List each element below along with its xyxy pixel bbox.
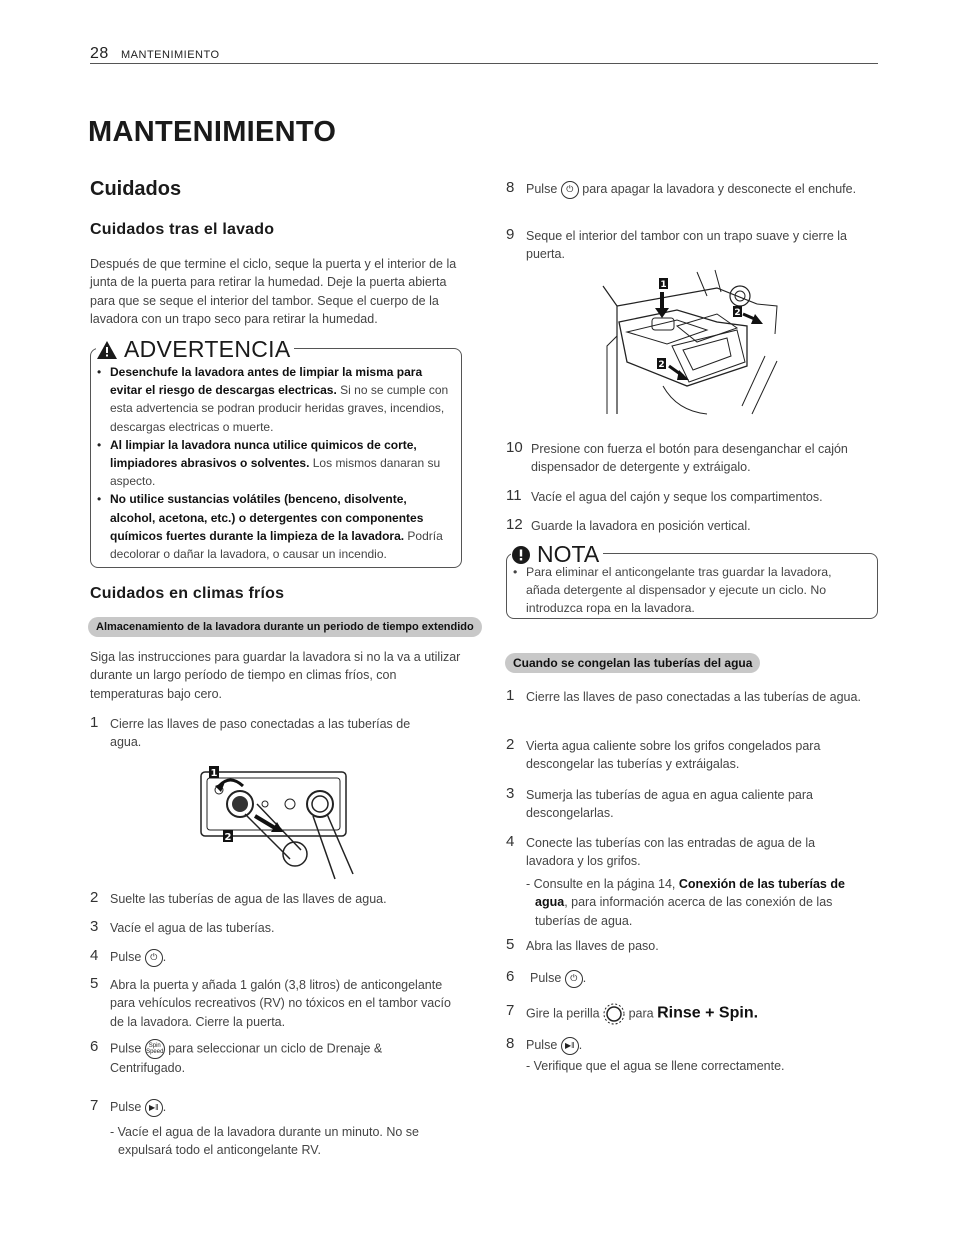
right-step-11: 11 Vacíe el agua del cajón y seque los compartimentos.	[506, 487, 823, 504]
climas-frios-intro: Siga las instrucciones para guardar la lavadora si no la va a utilizar durante un largo período de tiempo en climas fríos, con temperaturas bajo cero.	[90, 650, 461, 701]
warning-title	[96, 336, 294, 363]
figure-label-2: 2	[658, 360, 665, 370]
right-b-step-7: 7 Gire la perilla para Rinse + Spin.	[506, 1003, 878, 1027]
start-pause-icon: ▶‖	[561, 1037, 579, 1055]
page-number: 28	[90, 45, 109, 62]
right-b-step-3: 3 Sumerja las tuberías de agua en agua caliente para descongelarlas.	[506, 785, 813, 821]
figure-label-2: 2	[224, 832, 232, 843]
left-step-2: 2 Suelte las tuberías de agua de las llaves de agua.	[90, 889, 387, 906]
right-step-10: 10 Presione con fuerza el botón para desenganchar el cajón dispensador de detergente y extráigalo.	[506, 439, 848, 475]
subheading-climas-frios: Cuidados en climas fríos	[90, 585, 285, 602]
warning-item: • Al limpiar la lavadora nunca utilice quimicos de corte, limpiadores abrasivos o solventes. Los mismos danaran su aspecto.	[96, 436, 452, 491]
right-b-step-6: 6 Pulse ⏻ .	[506, 969, 878, 991]
storage-pill-heading: Almacenamiento de la lavadora durante un periodo de tiempo extendido	[88, 617, 482, 637]
cycle-knob-icon	[603, 1003, 625, 1025]
page-title: MANTENIMIENTO	[88, 116, 337, 148]
left-step-4: 4 Pulse ⏻ .	[90, 948, 462, 970]
tras-lavado-paragraph: Después de que termine el ciclo, seque la puerta y el interior de la junta de la puerta para retirar la humedad. Deje la puerta abierta para que se seque el interior del tambor. Seque el cuerpo de la lavadora con un trapo seco para retirar la humedad.	[90, 257, 457, 326]
header-rule	[90, 63, 878, 64]
right-step-8: 8 Pulse ⏻ para apagar la lavadora y desconecte el enchufe.	[506, 180, 878, 220]
power-icon: ⏻	[145, 949, 163, 967]
left-step-3: 3 Vacíe el agua de las tuberías.	[90, 918, 275, 935]
section-heading: Cuidados	[90, 178, 182, 200]
right-step-12: 12 Guarde la lavadora en posición vertical.	[506, 516, 751, 533]
detergent-drawer-illustration	[597, 266, 787, 416]
figure-label-1: 1	[210, 768, 218, 779]
warning-title-text: ADVERTENCIA	[124, 336, 291, 362]
right-b-step-5: 5 Abra las llaves de paso.	[506, 936, 659, 953]
exclamation-circle-icon	[511, 545, 531, 565]
power-icon: ⏻	[561, 181, 579, 199]
right-b-step-8-sub: - Verifique que el agua se llene correctamente.	[526, 1059, 785, 1073]
frozen-pipes-pill-heading: Cuando se congelan las tuberías del agua	[505, 653, 760, 673]
left-step-7-sub: - Vacíe el agua de la lavadora durante un minuto. No se expulsará todo el anticongelante RV.	[110, 1125, 419, 1158]
left-step-1: 1 Cierre las llaves de paso conectadas a las tuberías de agua.	[90, 714, 411, 750]
left-step-7: 7 Pulse ▶‖ .	[90, 1098, 462, 1120]
right-b-step-1: 1 Cierre las llaves de paso conectadas a las tuberías de agua.	[506, 687, 861, 704]
water-valve-illustration	[195, 764, 365, 884]
spin-speed-icon: Spin Speed	[145, 1039, 165, 1059]
right-b-step-4-sub: - Consulte en la página 14, Conexión de las tuberías de agua, para información acerca de las conexión de las tuberías de agua.	[526, 877, 845, 928]
right-b-step-8: 8 Pulse ▶‖ .	[506, 1036, 878, 1058]
right-b-step-4: 4 Conecte las tuberías con las entradas de agua de la lavadora y los grifos.	[506, 833, 816, 869]
right-step-9: 9 Seque el interior del tambor con un trapo suave y cierre la puerta.	[506, 226, 848, 262]
left-step-6: 6 Pulse Spin Speed para seleccionar un ciclo de Drenaje & Centrifugado.	[90, 1038, 383, 1075]
power-icon: ⏻	[565, 970, 583, 988]
start-pause-icon: ▶‖	[145, 1099, 163, 1117]
warning-item: • No utilice sustancias volátiles (benceno, disolvente, alcohol, acetona, etc.) o detergentes con componentes químicos fuertes durante la limpieza de la lavadora. Podría decolorar o dañar la lavadora, o causar un incendio.	[96, 490, 452, 563]
subheading-tras-lavado: Cuidados tras el lavado	[90, 221, 275, 238]
warning-triangle-icon	[96, 340, 118, 360]
note-text: • Para eliminar el anticongelante tras guardar la lavadora, añada detergente al dispensador y ejecute un ciclo. No introduzca ropa en la lavadora.	[513, 565, 832, 615]
left-step-5: 5 Abra la puerta y añada 1 galón (3,8 litros) de anticongelante para vehículos recreativos (RV) no tóxicos en el tambor vacío de la lavadora. Cierre la puerta.	[90, 975, 451, 1029]
right-b-step-2: 2 Vierta agua caliente sobre los grifos congelados para descongelar las tuberías y extráigalas.	[506, 736, 821, 772]
warning-item: • Desenchufe la lavadora antes de limpiar la misma para evitar el riesgo de descargas electricas. Si no se cumple con esta advertencia se podran producir heridas graves, incendios, descargas electricas o muerte.	[96, 363, 452, 436]
figure-label-2: 2	[734, 308, 741, 318]
note-title-text: NOTA	[537, 541, 600, 567]
running-header: MANTENIMIENTO	[121, 49, 220, 61]
figure-label-1: 1	[660, 280, 667, 290]
warning-list	[96, 363, 452, 563]
